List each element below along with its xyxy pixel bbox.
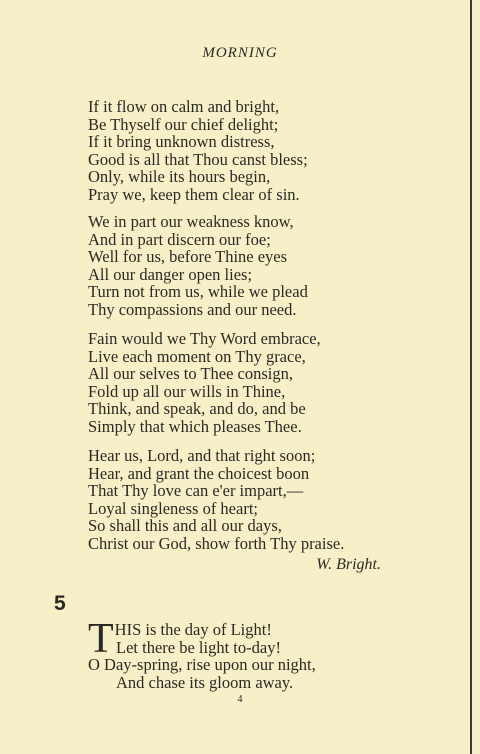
- verse-line: Hear us, Lord, and that right soon;: [88, 446, 316, 465]
- stanza-2: [88, 213, 308, 319]
- verse-line: And in part discern our foe;: [88, 229, 271, 249]
- verse-line: HIS is the day of Light!: [114, 620, 272, 639]
- page-edge-rule: [470, 0, 472, 754]
- verse-line: All our danger open lies;: [88, 264, 253, 284]
- verse-line: So shall this and all our days,: [88, 516, 282, 536]
- verse-line: Live each moment on Thy grace,: [88, 346, 306, 366]
- verse-line: We in part our weakness know,: [88, 212, 294, 231]
- verse-line: That Thy love can e'er impart,—: [88, 481, 304, 501]
- verse-line: Good is all that Thou canst bless;: [88, 149, 308, 169]
- verse-line: Thy compassions and our need.: [88, 299, 297, 319]
- running-header: MORNING: [202, 45, 278, 61]
- verse-line: Fold up all our wills in Thine,: [88, 381, 286, 401]
- verse-line: Turn not from us, while we plead: [88, 282, 308, 302]
- verse-line: If it bring unknown distress,: [88, 132, 275, 152]
- verse-line: Hear, and grant the choicest boon: [88, 463, 310, 483]
- verse-line: O Day-spring, rise upon our night,: [88, 655, 316, 675]
- hymn-5-opening-stanza: [88, 616, 316, 692]
- drop-cap: T: [88, 616, 114, 662]
- verse-line: Simply that which pleases Thee.: [88, 416, 302, 436]
- verse-line: Well for us, before Thine eyes: [88, 247, 288, 267]
- verse-line: Christ our God, show forth Thy praise.: [88, 533, 345, 553]
- verse-line: Let there be light to-day!: [116, 637, 281, 657]
- stanza-1: [88, 98, 308, 204]
- hymn-number: 5: [54, 592, 66, 615]
- stanza-3: [88, 330, 321, 436]
- stanza-4: [88, 447, 344, 553]
- author-attribution: W. Bright.: [316, 556, 381, 573]
- verse-line: Fain would we Thy Word embrace,: [88, 329, 321, 348]
- verse-line: Think, and speak, and do, and be: [88, 399, 306, 419]
- verse-line: If it flow on calm and bright,: [88, 97, 280, 116]
- verse-line: All our selves to Thee consign,: [88, 364, 293, 384]
- verse-line: Be Thyself our chief delight;: [88, 114, 279, 134]
- verse-line: And chase its gloom away.: [116, 672, 294, 692]
- verse-line: Only, while its hours begin,: [88, 167, 271, 187]
- verse-line: Pray we, keep them clear of sin.: [88, 184, 300, 204]
- verse-line: Loyal singleness of heart;: [88, 498, 258, 518]
- page-number: 4: [237, 694, 243, 705]
